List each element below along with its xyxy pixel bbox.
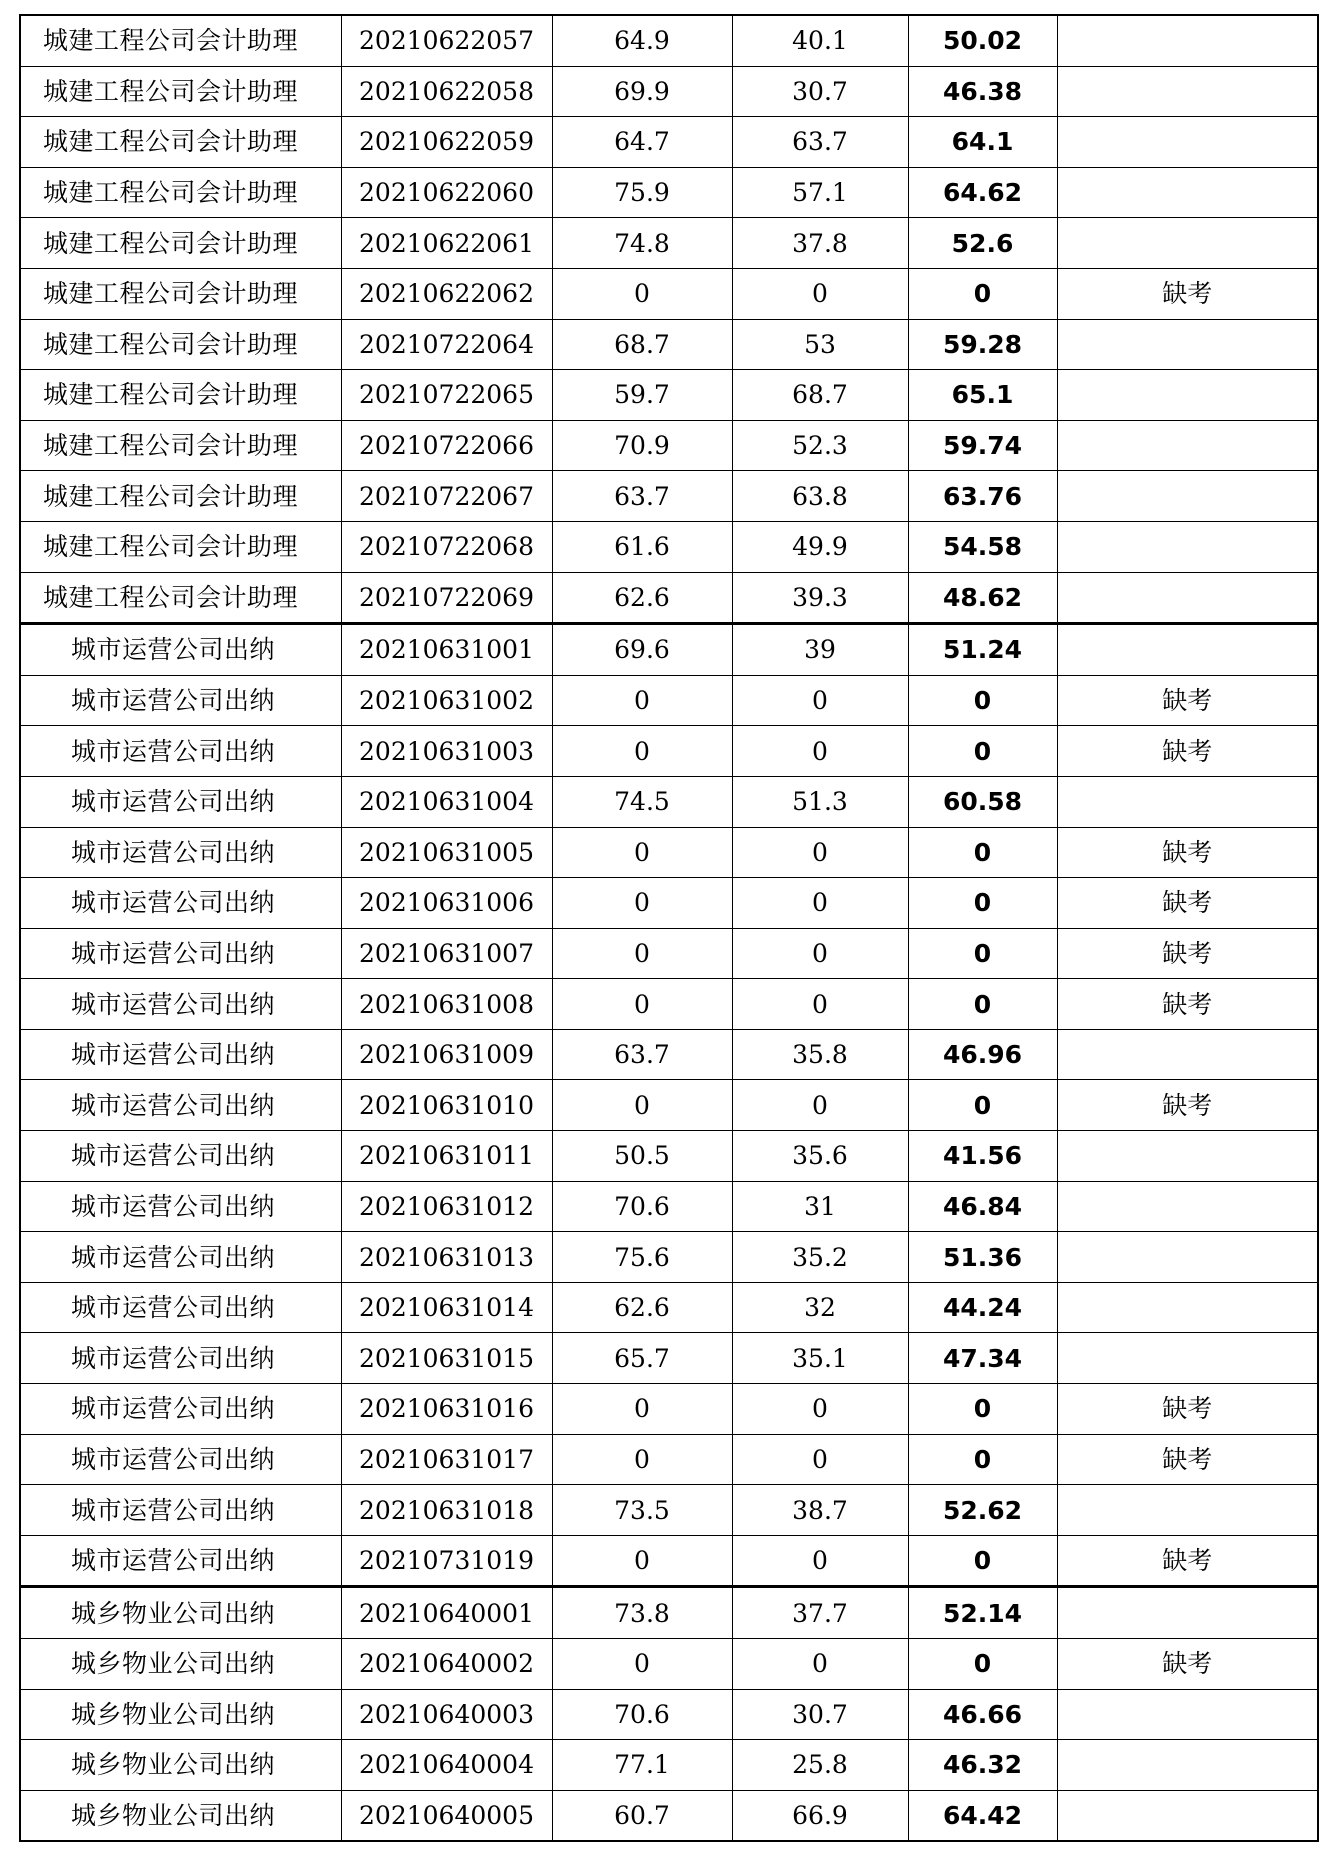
note-cell xyxy=(1057,66,1318,117)
position-cell: 城市运营公司出纳 xyxy=(20,1485,341,1536)
interview-score-cell: 0 xyxy=(732,827,908,878)
written-score-cell: 68.7 xyxy=(552,319,732,370)
written-score-cell: 0 xyxy=(552,1639,732,1690)
interview-score-cell: 37.7 xyxy=(732,1587,908,1639)
score-table-body xyxy=(20,15,1318,1841)
interview-score-cell: 51.3 xyxy=(732,776,908,827)
total-score-cell: 0 xyxy=(908,1384,1057,1435)
note-cell: 缺考 xyxy=(1057,1080,1318,1131)
written-score-cell: 0 xyxy=(552,1384,732,1435)
total-score-cell: 0 xyxy=(908,726,1057,777)
total-score-cell: 0 xyxy=(908,979,1057,1030)
exam-number-cell: 20210731019 xyxy=(341,1535,552,1587)
note-cell xyxy=(1057,1587,1318,1639)
total-score-cell: 0 xyxy=(908,675,1057,726)
table-row xyxy=(20,1080,1318,1131)
note-cell xyxy=(1057,319,1318,370)
interview-score-cell: 40.1 xyxy=(732,15,908,66)
table-row xyxy=(20,117,1318,168)
table-row xyxy=(20,319,1318,370)
table-row xyxy=(20,66,1318,117)
table-row xyxy=(20,1740,1318,1791)
table-row xyxy=(20,167,1318,218)
written-score-cell: 77.1 xyxy=(552,1740,732,1791)
interview-score-cell: 37.8 xyxy=(732,218,908,269)
position-cell: 城市运营公司出纳 xyxy=(20,1131,341,1182)
table-row xyxy=(20,1181,1318,1232)
exam-number-cell: 20210631009 xyxy=(341,1029,552,1080)
position-cell: 城市运营公司出纳 xyxy=(20,624,341,676)
exam-number-cell: 20210622061 xyxy=(341,218,552,269)
position-cell: 城市运营公司出纳 xyxy=(20,1232,341,1283)
interview-score-cell: 35.6 xyxy=(732,1131,908,1182)
table-row xyxy=(20,1790,1318,1841)
total-score-cell: 0 xyxy=(908,1535,1057,1587)
written-score-cell: 0 xyxy=(552,268,732,319)
exam-number-cell: 20210640003 xyxy=(341,1689,552,1740)
written-score-cell: 70.6 xyxy=(552,1689,732,1740)
exam-number-cell: 20210631015 xyxy=(341,1333,552,1384)
note-cell: 缺考 xyxy=(1057,1639,1318,1690)
table-row xyxy=(20,268,1318,319)
interview-score-cell: 31 xyxy=(732,1181,908,1232)
note-cell xyxy=(1057,1029,1318,1080)
written-score-cell: 59.7 xyxy=(552,370,732,421)
written-score-cell: 60.7 xyxy=(552,1790,732,1841)
note-cell xyxy=(1057,218,1318,269)
table-row xyxy=(20,878,1318,929)
total-score-cell: 64.1 xyxy=(908,117,1057,168)
interview-score-cell: 0 xyxy=(732,1535,908,1587)
written-score-cell: 75.9 xyxy=(552,167,732,218)
exam-number-cell: 20210722069 xyxy=(341,572,552,624)
written-score-cell: 0 xyxy=(552,979,732,1030)
total-score-cell: 52.6 xyxy=(908,218,1057,269)
interview-score-cell: 68.7 xyxy=(732,370,908,421)
note-cell xyxy=(1057,420,1318,471)
position-cell: 城乡物业公司出纳 xyxy=(20,1740,341,1791)
table-row xyxy=(20,776,1318,827)
total-score-cell: 46.32 xyxy=(908,1740,1057,1791)
position-cell: 城建工程公司会计助理 xyxy=(20,319,341,370)
position-cell: 城市运营公司出纳 xyxy=(20,827,341,878)
note-cell xyxy=(1057,521,1318,572)
total-score-cell: 59.74 xyxy=(908,420,1057,471)
position-cell: 城建工程公司会计助理 xyxy=(20,117,341,168)
interview-score-cell: 30.7 xyxy=(732,66,908,117)
exam-number-cell: 20210631016 xyxy=(341,1384,552,1435)
interview-score-cell: 25.8 xyxy=(732,1740,908,1791)
position-cell: 城市运营公司出纳 xyxy=(20,1282,341,1333)
written-score-cell: 0 xyxy=(552,675,732,726)
interview-score-cell: 66.9 xyxy=(732,1790,908,1841)
exam-number-cell: 20210622059 xyxy=(341,117,552,168)
position-cell: 城建工程公司会计助理 xyxy=(20,167,341,218)
written-score-cell: 63.7 xyxy=(552,1029,732,1080)
table-row xyxy=(20,521,1318,572)
exam-number-cell: 20210631002 xyxy=(341,675,552,726)
total-score-cell: 0 xyxy=(908,268,1057,319)
table-row xyxy=(20,1485,1318,1536)
written-score-cell: 69.9 xyxy=(552,66,732,117)
interview-score-cell: 38.7 xyxy=(732,1485,908,1536)
exam-number-cell: 20210640002 xyxy=(341,1639,552,1690)
table-row xyxy=(20,675,1318,726)
total-score-cell: 46.38 xyxy=(908,66,1057,117)
interview-score-cell: 35.2 xyxy=(732,1232,908,1283)
table-row xyxy=(20,1131,1318,1182)
total-score-cell: 0 xyxy=(908,1434,1057,1485)
total-score-cell: 44.24 xyxy=(908,1282,1057,1333)
position-cell: 城市运营公司出纳 xyxy=(20,1029,341,1080)
table-row xyxy=(20,471,1318,522)
note-cell xyxy=(1057,1181,1318,1232)
exam-number-cell: 20210631018 xyxy=(341,1485,552,1536)
interview-score-cell: 30.7 xyxy=(732,1689,908,1740)
position-cell: 城建工程公司会计助理 xyxy=(20,420,341,471)
interview-score-cell: 0 xyxy=(732,1080,908,1131)
table-row xyxy=(20,15,1318,66)
position-cell: 城建工程公司会计助理 xyxy=(20,370,341,421)
interview-score-cell: 0 xyxy=(732,1384,908,1435)
total-score-cell: 65.1 xyxy=(908,370,1057,421)
written-score-cell: 0 xyxy=(552,726,732,777)
written-score-cell: 69.6 xyxy=(552,624,732,676)
written-score-cell: 70.6 xyxy=(552,1181,732,1232)
note-cell: 缺考 xyxy=(1057,1384,1318,1435)
total-score-cell: 64.42 xyxy=(908,1790,1057,1841)
written-score-cell: 74.5 xyxy=(552,776,732,827)
exam-number-cell: 20210640001 xyxy=(341,1587,552,1639)
position-cell: 城市运营公司出纳 xyxy=(20,726,341,777)
written-score-cell: 64.9 xyxy=(552,15,732,66)
position-cell: 城市运营公司出纳 xyxy=(20,1384,341,1435)
interview-score-cell: 49.9 xyxy=(732,521,908,572)
position-cell: 城建工程公司会计助理 xyxy=(20,218,341,269)
table-row xyxy=(20,1384,1318,1435)
total-score-cell: 48.62 xyxy=(908,572,1057,624)
position-cell: 城市运营公司出纳 xyxy=(20,675,341,726)
note-cell xyxy=(1057,1131,1318,1182)
interview-score-cell: 0 xyxy=(732,675,908,726)
table-row xyxy=(20,1639,1318,1690)
note-cell xyxy=(1057,1485,1318,1536)
total-score-cell: 64.62 xyxy=(908,167,1057,218)
table-row xyxy=(20,1333,1318,1384)
written-score-cell: 73.5 xyxy=(552,1485,732,1536)
written-score-cell: 0 xyxy=(552,928,732,979)
note-cell: 缺考 xyxy=(1057,928,1318,979)
position-cell: 城市运营公司出纳 xyxy=(20,1181,341,1232)
total-score-cell: 41.56 xyxy=(908,1131,1057,1182)
exam-number-cell: 20210631013 xyxy=(341,1232,552,1283)
exam-number-cell: 20210631008 xyxy=(341,979,552,1030)
written-score-cell: 65.7 xyxy=(552,1333,732,1384)
exam-number-cell: 20210631003 xyxy=(341,726,552,777)
note-cell xyxy=(1057,624,1318,676)
exam-number-cell: 20210631017 xyxy=(341,1434,552,1485)
total-score-cell: 52.62 xyxy=(908,1485,1057,1536)
interview-score-cell: 0 xyxy=(732,979,908,1030)
position-cell: 城市运营公司出纳 xyxy=(20,1080,341,1131)
exam-number-cell: 20210622057 xyxy=(341,15,552,66)
position-cell: 城建工程公司会计助理 xyxy=(20,66,341,117)
written-score-cell: 0 xyxy=(552,1434,732,1485)
written-score-cell: 70.9 xyxy=(552,420,732,471)
written-score-cell: 74.8 xyxy=(552,218,732,269)
exam-number-cell: 20210631014 xyxy=(341,1282,552,1333)
exam-number-cell: 20210631001 xyxy=(341,624,552,676)
exam-number-cell: 20210631005 xyxy=(341,827,552,878)
exam-number-cell: 20210622062 xyxy=(341,268,552,319)
written-score-cell: 0 xyxy=(552,827,732,878)
position-cell: 城市运营公司出纳 xyxy=(20,1535,341,1587)
table-row xyxy=(20,1689,1318,1740)
position-cell: 城市运营公司出纳 xyxy=(20,1434,341,1485)
interview-score-cell: 63.8 xyxy=(732,471,908,522)
position-cell: 城市运营公司出纳 xyxy=(20,878,341,929)
total-score-cell: 59.28 xyxy=(908,319,1057,370)
total-score-cell: 47.34 xyxy=(908,1333,1057,1384)
exam-number-cell: 20210631011 xyxy=(341,1131,552,1182)
position-cell: 城乡物业公司出纳 xyxy=(20,1639,341,1690)
note-cell xyxy=(1057,1333,1318,1384)
exam-number-cell: 20210640004 xyxy=(341,1740,552,1791)
interview-score-cell: 0 xyxy=(732,268,908,319)
position-cell: 城市运营公司出纳 xyxy=(20,776,341,827)
written-score-cell: 0 xyxy=(552,1080,732,1131)
table-row xyxy=(20,928,1318,979)
position-cell: 城市运营公司出纳 xyxy=(20,1333,341,1384)
table-row xyxy=(20,1434,1318,1485)
exam-number-cell: 20210722068 xyxy=(341,521,552,572)
position-cell: 城建工程公司会计助理 xyxy=(20,471,341,522)
position-cell: 城乡物业公司出纳 xyxy=(20,1587,341,1639)
note-cell xyxy=(1057,1282,1318,1333)
table-row xyxy=(20,827,1318,878)
note-cell: 缺考 xyxy=(1057,1434,1318,1485)
written-score-cell: 62.6 xyxy=(552,1282,732,1333)
written-score-cell: 73.8 xyxy=(552,1587,732,1639)
note-cell xyxy=(1057,1790,1318,1841)
table-row xyxy=(20,1535,1318,1587)
exam-number-cell: 20210622060 xyxy=(341,167,552,218)
table-row xyxy=(20,1029,1318,1080)
interview-score-cell: 35.8 xyxy=(732,1029,908,1080)
note-cell: 缺考 xyxy=(1057,827,1318,878)
interview-score-cell: 39.3 xyxy=(732,572,908,624)
exam-number-cell: 20210722067 xyxy=(341,471,552,522)
interview-score-cell: 53 xyxy=(732,319,908,370)
note-cell: 缺考 xyxy=(1057,268,1318,319)
written-score-cell: 0 xyxy=(552,1535,732,1587)
position-cell: 城乡物业公司出纳 xyxy=(20,1689,341,1740)
total-score-cell: 0 xyxy=(908,928,1057,979)
interview-score-cell: 35.1 xyxy=(732,1333,908,1384)
written-score-cell: 75.6 xyxy=(552,1232,732,1283)
total-score-cell: 60.58 xyxy=(908,776,1057,827)
note-cell: 缺考 xyxy=(1057,878,1318,929)
exam-number-cell: 20210631004 xyxy=(341,776,552,827)
interview-score-cell: 32 xyxy=(732,1282,908,1333)
table-row xyxy=(20,1587,1318,1639)
written-score-cell: 63.7 xyxy=(552,471,732,522)
note-cell xyxy=(1057,471,1318,522)
note-cell: 缺考 xyxy=(1057,979,1318,1030)
position-cell: 城建工程公司会计助理 xyxy=(20,572,341,624)
total-score-cell: 51.24 xyxy=(908,624,1057,676)
exam-number-cell: 20210631007 xyxy=(341,928,552,979)
exam-number-cell: 20210722066 xyxy=(341,420,552,471)
written-score-cell: 64.7 xyxy=(552,117,732,168)
exam-number-cell: 20210631006 xyxy=(341,878,552,929)
position-cell: 城乡物业公司出纳 xyxy=(20,1790,341,1841)
table-row xyxy=(20,624,1318,676)
written-score-cell: 62.6 xyxy=(552,572,732,624)
note-cell: 缺考 xyxy=(1057,726,1318,777)
interview-score-cell: 0 xyxy=(732,1434,908,1485)
note-cell xyxy=(1057,1232,1318,1283)
interview-score-cell: 39 xyxy=(732,624,908,676)
note-cell xyxy=(1057,167,1318,218)
total-score-cell: 52.14 xyxy=(908,1587,1057,1639)
exam-number-cell: 20210722064 xyxy=(341,319,552,370)
table-row xyxy=(20,572,1318,624)
total-score-cell: 50.02 xyxy=(908,15,1057,66)
exam-number-cell: 20210640005 xyxy=(341,1790,552,1841)
table-row xyxy=(20,1282,1318,1333)
table-row xyxy=(20,218,1318,269)
position-cell: 城市运营公司出纳 xyxy=(20,979,341,1030)
interview-score-cell: 63.7 xyxy=(732,117,908,168)
note-cell xyxy=(1057,572,1318,624)
position-cell: 城建工程公司会计助理 xyxy=(20,268,341,319)
note-cell: 缺考 xyxy=(1057,1535,1318,1587)
exam-number-cell: 20210622058 xyxy=(341,66,552,117)
table-row xyxy=(20,1232,1318,1283)
position-cell: 城建工程公司会计助理 xyxy=(20,521,341,572)
note-cell xyxy=(1057,776,1318,827)
total-score-cell: 51.36 xyxy=(908,1232,1057,1283)
written-score-cell: 61.6 xyxy=(552,521,732,572)
total-score-cell: 54.58 xyxy=(908,521,1057,572)
score-table xyxy=(19,14,1319,1842)
note-cell: 缺考 xyxy=(1057,675,1318,726)
exam-number-cell: 20210631012 xyxy=(341,1181,552,1232)
total-score-cell: 46.96 xyxy=(908,1029,1057,1080)
exam-number-cell: 20210722065 xyxy=(341,370,552,421)
note-cell xyxy=(1057,15,1318,66)
interview-score-cell: 0 xyxy=(732,928,908,979)
total-score-cell: 63.76 xyxy=(908,471,1057,522)
total-score-cell: 0 xyxy=(908,1639,1057,1690)
position-cell: 城市运营公司出纳 xyxy=(20,928,341,979)
total-score-cell: 0 xyxy=(908,878,1057,929)
note-cell xyxy=(1057,370,1318,421)
interview-score-cell: 57.1 xyxy=(732,167,908,218)
position-cell: 城建工程公司会计助理 xyxy=(20,15,341,66)
interview-score-cell: 0 xyxy=(732,1639,908,1690)
exam-number-cell: 20210631010 xyxy=(341,1080,552,1131)
total-score-cell: 46.66 xyxy=(908,1689,1057,1740)
written-score-cell: 50.5 xyxy=(552,1131,732,1182)
note-cell xyxy=(1057,1689,1318,1740)
table-row xyxy=(20,726,1318,777)
interview-score-cell: 52.3 xyxy=(732,420,908,471)
written-score-cell: 0 xyxy=(552,878,732,929)
total-score-cell: 0 xyxy=(908,827,1057,878)
total-score-cell: 46.84 xyxy=(908,1181,1057,1232)
note-cell xyxy=(1057,117,1318,168)
total-score-cell: 0 xyxy=(908,1080,1057,1131)
interview-score-cell: 0 xyxy=(732,726,908,777)
table-row xyxy=(20,370,1318,421)
interview-score-cell: 0 xyxy=(732,878,908,929)
note-cell xyxy=(1057,1740,1318,1791)
table-row xyxy=(20,979,1318,1030)
table-row xyxy=(20,420,1318,471)
